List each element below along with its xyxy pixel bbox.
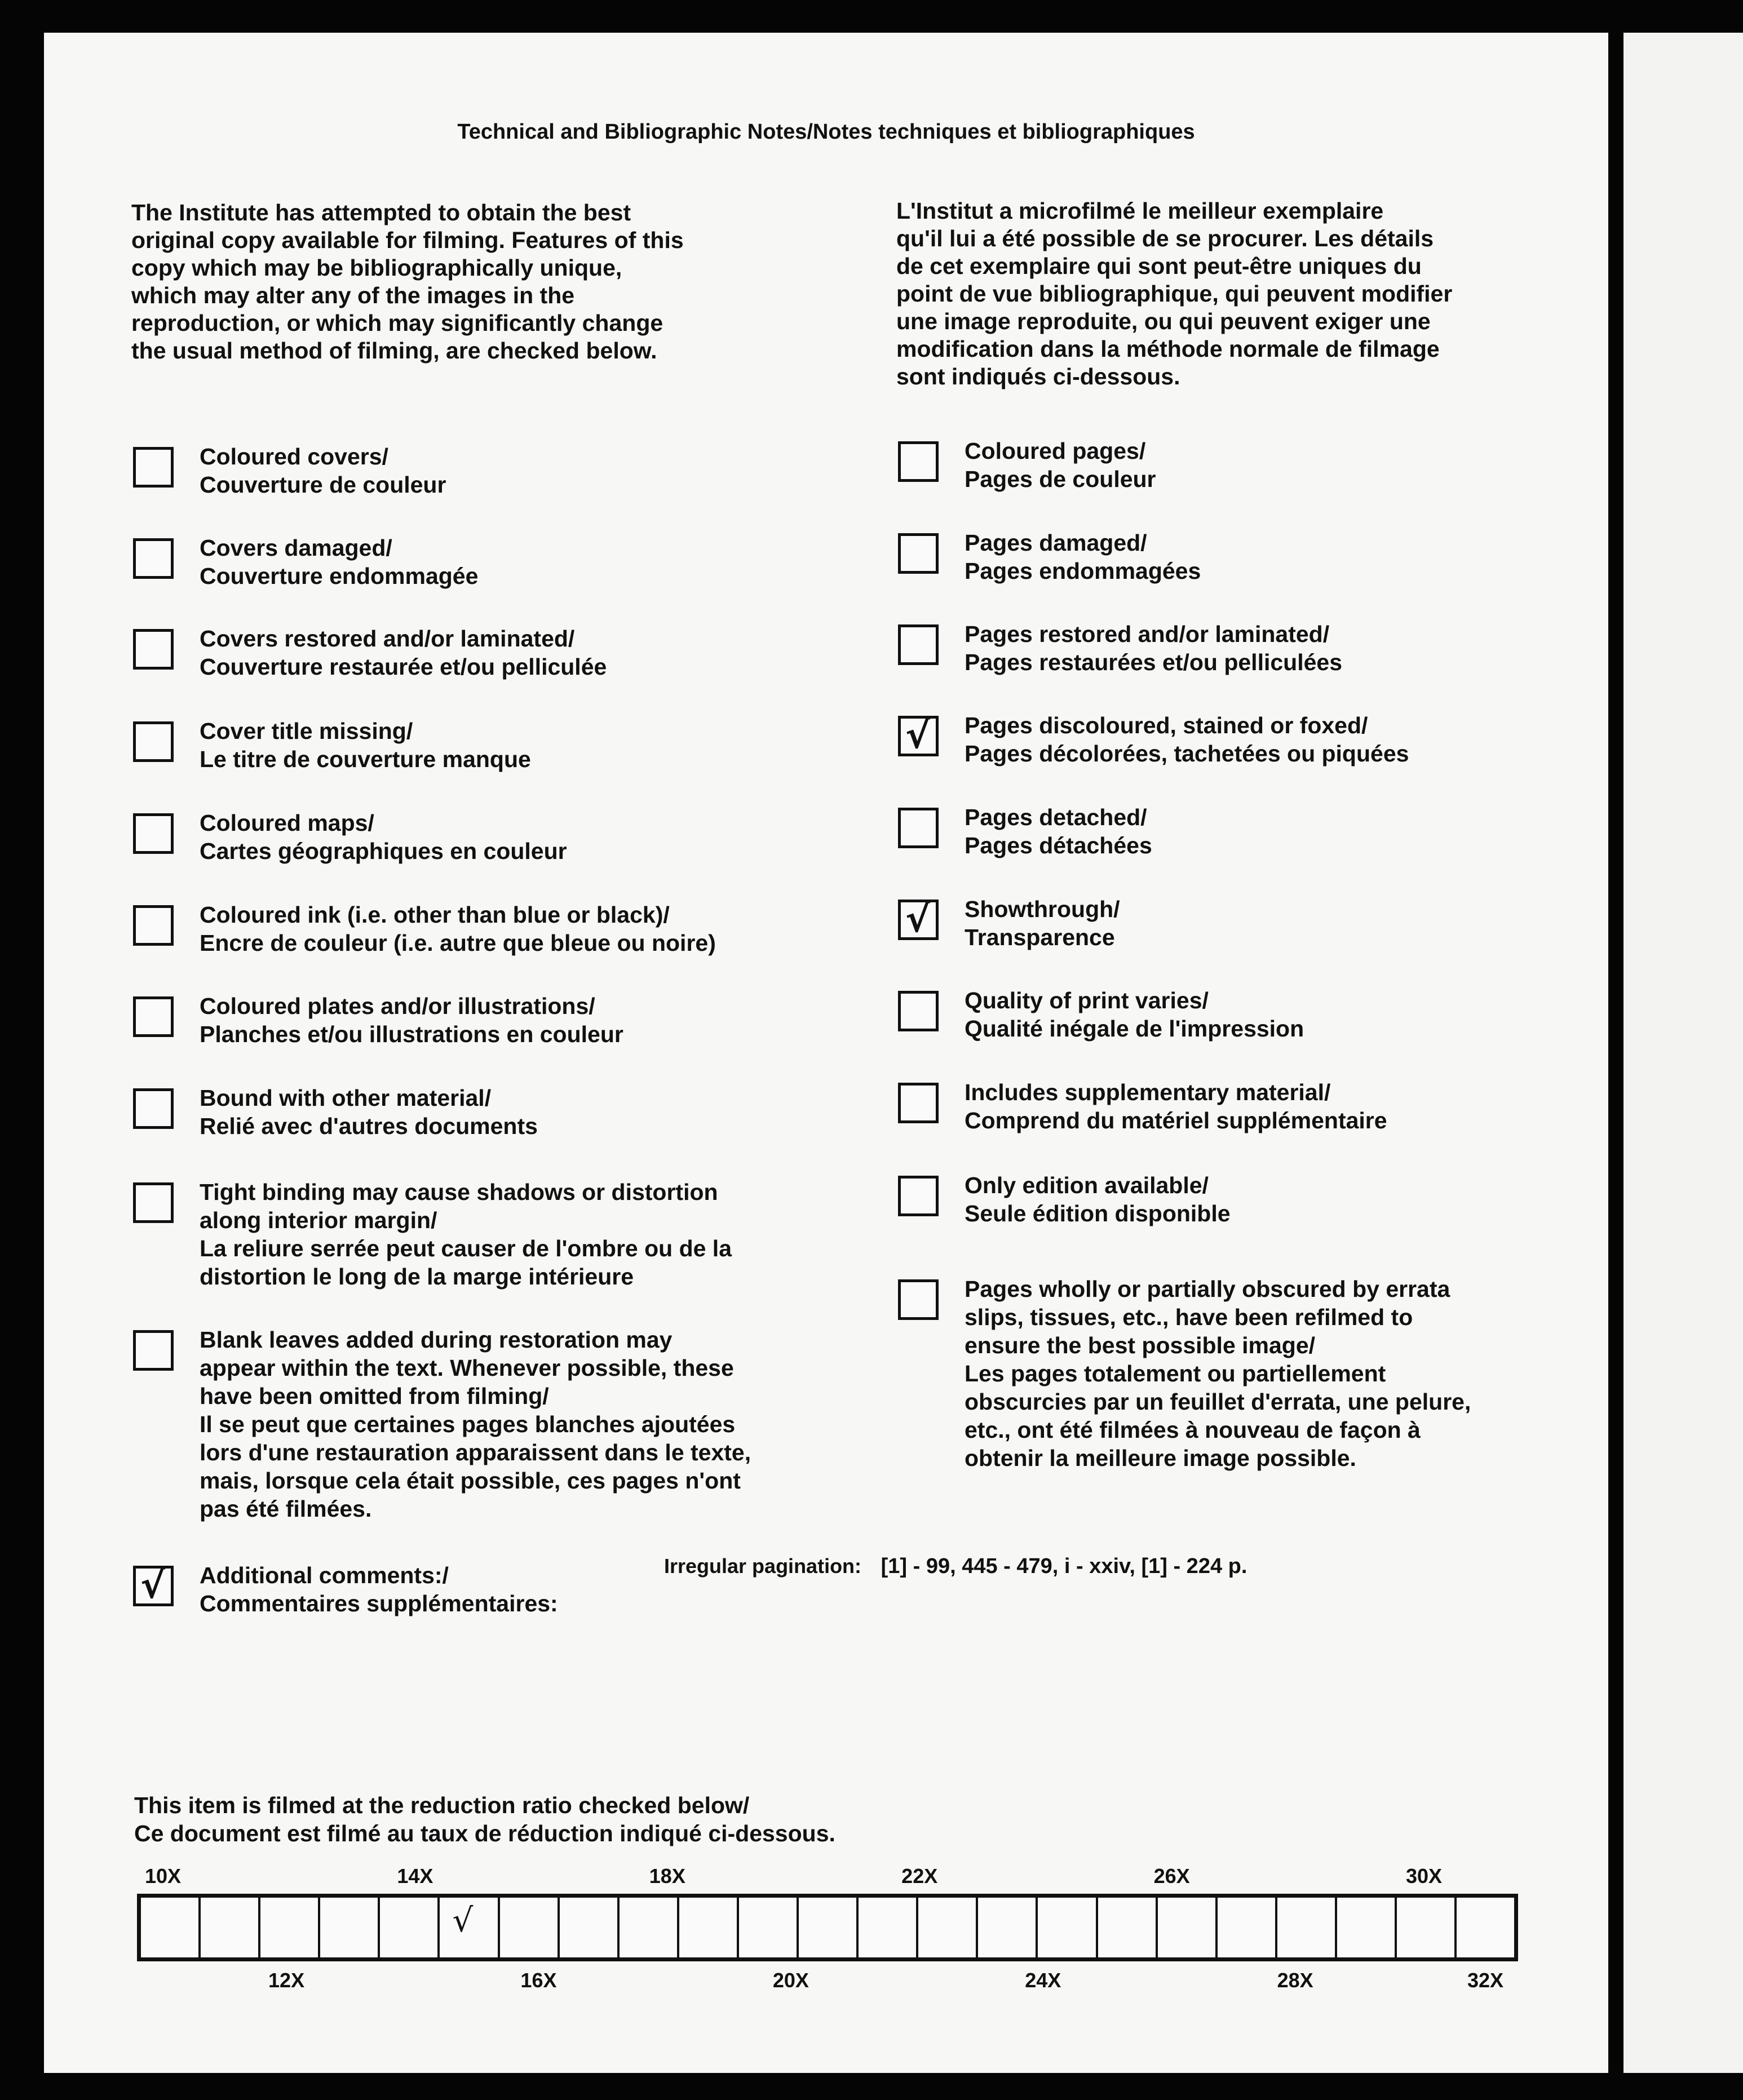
reduction-ratio-row <box>137 1894 1518 1961</box>
checkbox-label <box>200 1084 853 1140</box>
scale-label-bottom: 16X <box>520 1969 557 1992</box>
label-line: along interior margin/ <box>200 1207 437 1233</box>
checkbox-label <box>965 711 1618 768</box>
check-mark-icon: √ <box>905 897 931 941</box>
ratio-cell[interactable] <box>679 1898 739 1957</box>
checkbox-label <box>200 809 853 865</box>
checkbox[interactable] <box>133 1563 174 1607</box>
scale-label-top: 30X <box>1405 1864 1443 1888</box>
label-line: Includes supplementary material/ <box>965 1079 1331 1105</box>
label-line: Pages wholly or partially obscured by errata <box>965 1276 1450 1302</box>
label-line: Showthrough/ <box>965 896 1120 922</box>
checkbox[interactable] <box>898 808 939 848</box>
scale-label-bottom: 32X <box>1467 1969 1504 1992</box>
checkbox[interactable] <box>133 721 174 762</box>
reduction-line-french: Ce document est filmé au taux de réduction indiqué ci-dessous. <box>134 1820 835 1846</box>
checkbox[interactable] <box>133 1330 174 1371</box>
pagination-value: [1] - 99, 445 - 479, i - xxiv, [1] - 224 p. <box>881 1554 1247 1578</box>
label-line: Il se peut que certaines pages blanches ajoutées <box>200 1411 736 1437</box>
checkbox[interactable] <box>898 716 939 756</box>
ratio-cell[interactable] <box>918 1898 978 1957</box>
checkbox[interactable] <box>133 1182 174 1223</box>
checkbox-label <box>200 992 853 1048</box>
ratio-cell[interactable] <box>739 1898 799 1957</box>
label-line: Seule édition disponible <box>965 1200 1231 1226</box>
label-line: pas été filmées. <box>200 1496 372 1522</box>
label-line: Encre de couleur (i.e. autre que bleue ou noire) <box>200 930 716 956</box>
label-line: Planches et/ou illustrations en couleur <box>200 1021 623 1047</box>
checkbox[interactable] <box>898 533 939 574</box>
scale-label-bottom: 28X <box>1277 1969 1313 1992</box>
checkbox[interactable] <box>898 1279 939 1320</box>
ratio-cell[interactable] <box>500 1898 560 1957</box>
pagination-label: Irregular pagination: <box>664 1554 862 1578</box>
scale-label-top: 14X <box>397 1864 433 1888</box>
label-line: Comprend du matériel supplémentaire <box>965 1107 1387 1133</box>
label-line: Les pages totalement ou partiellement <box>965 1361 1386 1386</box>
label-line: Pages décolorées, tachetées ou piquées <box>965 741 1409 767</box>
check-mark-icon: √ <box>452 1901 474 1939</box>
ratio-cell[interactable] <box>380 1898 440 1957</box>
checkbox-label <box>200 901 853 957</box>
label-line: Tight binding may cause shadows or distortion <box>200 1179 718 1205</box>
ratio-cell[interactable] <box>260 1898 320 1957</box>
document-sheet <box>44 33 1608 2073</box>
label-line: Only edition available/ <box>965 1172 1209 1198</box>
intro-english: The Institute has attempted to obtain the best original copy available for filming. Features of this copy which may be bibliographically unique, which may alter any of the images in the reproduction, or which may significantly change the usual method of filming, are checked below. <box>131 200 684 364</box>
label-line: Relié avec d'autres documents <box>200 1113 538 1139</box>
scale-label-top: 22X <box>901 1864 938 1888</box>
label-line: Transparence <box>965 924 1115 950</box>
checkbox[interactable] <box>898 624 939 665</box>
label-line: Commentaires supplémentaires: <box>200 1590 558 1616</box>
label-line: mais, lorsque cela était possible, ces pages n'ont <box>200 1468 741 1494</box>
label-line: Pages de couleur <box>965 466 1156 492</box>
label-line: Covers restored and/or laminated/ <box>200 626 575 652</box>
pagination-note <box>664 1554 1247 1579</box>
ratio-cell[interactable] <box>859 1898 918 1957</box>
reduction-line-english: This item is filmed at the reduction ratio checked below/ <box>134 1792 750 1818</box>
page-title: Technical and Bibliographic Notes/Notes techniques et bibliographiques <box>457 120 1195 144</box>
checkbox-label <box>965 1171 1618 1228</box>
checkbox[interactable] <box>898 991 939 1031</box>
reduction-ratio-text <box>134 1791 835 1848</box>
checkbox-label <box>200 1178 853 1291</box>
checkbox[interactable] <box>898 897 939 941</box>
label-line: Coloured plates and/or illustrations/ <box>200 993 595 1019</box>
label-line: Coloured covers/ <box>200 444 388 469</box>
ratio-cell[interactable] <box>141 1898 201 1957</box>
scale-label-bottom: 24X <box>1025 1969 1061 1992</box>
checkbox-label <box>965 895 1618 951</box>
checkbox-label <box>965 529 1618 585</box>
label-line: Pages restored and/or laminated/ <box>965 621 1330 647</box>
label-line: Cover title missing/ <box>200 718 413 744</box>
label-line: Coloured maps/ <box>200 810 374 836</box>
label-line: Pages discoloured, stained or foxed/ <box>965 712 1368 738</box>
checkbox[interactable] <box>133 1088 174 1129</box>
label-line: Cartes géographiques en couleur <box>200 838 567 864</box>
checkbox-label <box>200 534 853 590</box>
scale-label-top: 26X <box>1153 1864 1190 1888</box>
checkbox[interactable] <box>133 813 174 854</box>
label-line: Couverture endommagée <box>200 563 479 589</box>
checkbox[interactable] <box>898 441 939 482</box>
checkbox-label <box>965 1275 1618 1472</box>
checkbox[interactable] <box>133 905 174 946</box>
label-line: La reliure serrée peut causer de l'ombre ou de la <box>200 1235 732 1261</box>
ratio-cell[interactable] <box>201 1898 260 1957</box>
checkbox-label <box>965 437 1618 493</box>
checkbox[interactable] <box>133 447 174 488</box>
checkbox-label <box>965 986 1618 1043</box>
label-line: have been omitted from filming/ <box>200 1383 549 1409</box>
ratio-cell[interactable] <box>1158 1898 1218 1957</box>
label-line: Le titre de couverture manque <box>200 746 531 772</box>
scale-label-top: 10X <box>145 1864 182 1888</box>
ratio-cell[interactable] <box>799 1898 859 1957</box>
checkbox-label <box>200 717 853 773</box>
ratio-cell[interactable] <box>620 1898 679 1957</box>
checkbox[interactable] <box>133 996 174 1037</box>
label-line: Bound with other material/ <box>200 1085 492 1111</box>
ratio-cell[interactable] <box>1397 1898 1457 1957</box>
scale-label-top: 18X <box>649 1864 685 1888</box>
ratio-cell[interactable] <box>1337 1898 1397 1957</box>
label-line: Pages endommagées <box>965 558 1201 584</box>
label-line: lors d'une restauration apparaissent dans le texte, <box>200 1439 751 1465</box>
label-line: Additional comments:/ <box>200 1562 449 1588</box>
label-line: Coloured pages/ <box>965 438 1146 464</box>
label-line: Pages détachées <box>965 832 1152 858</box>
checkbox-label <box>965 803 1618 860</box>
label-line: Pages detached/ <box>965 804 1147 830</box>
ratio-cell[interactable] <box>560 1898 620 1957</box>
ratio-cell[interactable] <box>1098 1898 1158 1957</box>
ratio-cell[interactable] <box>440 1898 499 1957</box>
adjacent-page-edge <box>1623 33 1743 2073</box>
intro-french: L'Institut a microfilmé le meilleur exemplaire qu'il lui a été possible de se procurer. Les détails de cet exemplaire qui sont peut-être uniques du point de vue bibliographique, qui peuvent modifier une image reproduite, ou qui peuvent exiger une modification dans la méthode normale de filmage sont indiqués ci-dessous. <box>896 198 1453 389</box>
label-line: appear within the text. Whenever possible, these <box>200 1355 734 1381</box>
label-line: Couverture de couleur <box>200 472 446 498</box>
label-line: slips, tissues, etc., have been refilmed to <box>965 1304 1413 1330</box>
label-line: Qualité inégale de l'impression <box>965 1016 1304 1042</box>
scale-label-bottom: 20X <box>772 1969 809 1992</box>
checkbox[interactable] <box>898 1176 939 1216</box>
check-mark-icon: √ <box>905 714 931 757</box>
ratio-cell[interactable] <box>1457 1898 1514 1957</box>
checkbox-label <box>965 1078 1618 1135</box>
label-line: ensure the best possible image/ <box>965 1332 1316 1358</box>
ratio-cell[interactable] <box>1277 1898 1337 1957</box>
label-line: distortion le long de la marge intérieure <box>200 1264 634 1290</box>
checkbox[interactable] <box>898 1083 939 1123</box>
checkbox-label <box>200 624 853 681</box>
scale-label-bottom: 12X <box>268 1969 305 1992</box>
label-line: Couverture restaurée et/ou pelliculée <box>200 654 607 680</box>
checkbox[interactable] <box>133 629 174 670</box>
ratio-cell[interactable] <box>978 1898 1038 1957</box>
label-line: Pages restaurées et/ou pelliculées <box>965 649 1342 675</box>
label-line: Pages damaged/ <box>965 530 1147 556</box>
checkbox[interactable] <box>133 538 174 579</box>
checkbox-label <box>965 620 1618 676</box>
ratio-cell[interactable] <box>320 1898 380 1957</box>
label-line: Quality of print varies/ <box>965 987 1209 1013</box>
checkbox-label <box>200 1326 853 1523</box>
label-line: obtenir la meilleure image possible. <box>965 1445 1356 1471</box>
label-line: etc., ont été filmées à nouveau de façon à <box>965 1417 1421 1443</box>
check-mark-icon: √ <box>140 1563 166 1607</box>
label-line: Covers damaged/ <box>200 535 392 561</box>
checkbox-label <box>200 442 853 499</box>
label-line: Blank leaves added during restoration may <box>200 1327 673 1353</box>
label-line: obscurcies par un feuillet d'errata, une pelure, <box>965 1389 1471 1415</box>
label-line: Coloured ink (i.e. other than blue or black)/ <box>200 902 670 928</box>
ratio-cell[interactable] <box>1038 1898 1098 1957</box>
ratio-cell[interactable] <box>1218 1898 1277 1957</box>
